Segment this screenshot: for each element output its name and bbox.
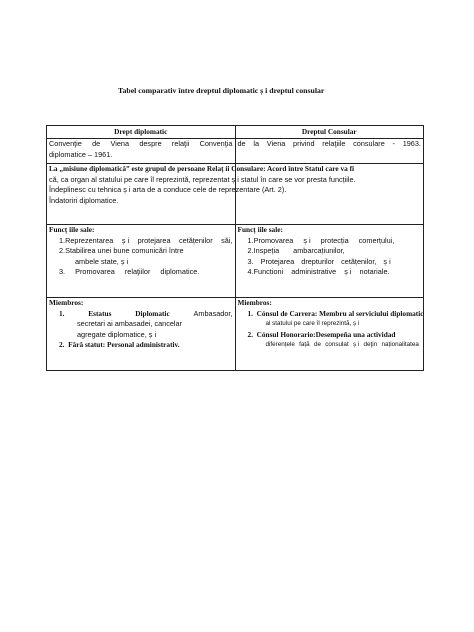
functii-left-item2: 2.Stabilirea unei bune comunicări între	[59, 246, 184, 256]
word: Protejarea	[260, 256, 295, 266]
word: cetățenilor,	[341, 256, 377, 266]
miembros-left-item1-line2: secretari ai ambasadei, cancelar	[77, 319, 183, 329]
word: 1.	[59, 308, 65, 318]
word: comerțului,	[358, 235, 395, 245]
word: la	[253, 139, 260, 148]
word: notariale.	[359, 267, 390, 277]
word: Diplomatic	[135, 308, 170, 318]
word: 1963.	[402, 139, 421, 148]
miembros-right-item2: 2. Cónsul Honorario:Desempeña una actividad	[247, 329, 396, 339]
word: Estatus	[88, 308, 112, 318]
convention-left-line2: diplomatice – 1961.	[49, 149, 113, 159]
miembros-right-item2-line2	[238, 340, 422, 351]
word: Convenţie	[49, 139, 82, 148]
functii-right-item2	[238, 246, 422, 257]
word: consulat	[325, 341, 349, 349]
convention-right-line1	[238, 139, 422, 150]
functii-left-heading: Funcț iile sale:	[49, 225, 95, 234]
table-row-misiune	[47, 164, 424, 225]
functii-right-heading: Funcț iile sale:	[237, 225, 283, 234]
word: de	[313, 341, 321, 349]
header-dreptul-consular: Dreptul Consular	[235, 126, 424, 139]
word: despre	[139, 139, 162, 148]
cell-convention-right	[235, 139, 424, 164]
word: de	[92, 139, 101, 148]
comparison-table	[46, 125, 424, 371]
word: -	[392, 139, 395, 148]
table-row-conventions	[47, 139, 424, 164]
word: ș i	[352, 341, 360, 349]
functii-right-item1	[238, 236, 422, 247]
cell-miembros-right	[235, 298, 424, 371]
miembros-right-heading: Miembros:	[237, 298, 272, 307]
word: față	[299, 341, 310, 349]
word: naționalitatea	[381, 341, 419, 349]
word: cetățenilor	[178, 235, 213, 245]
cell-functii-left	[47, 225, 236, 298]
convention-left-line1	[49, 139, 233, 150]
word: ș i	[121, 235, 130, 245]
table-row-functii	[47, 225, 424, 298]
word: protejarea	[137, 235, 171, 245]
word: consulare	[353, 139, 385, 148]
functii-right-item3	[238, 257, 422, 268]
functii-right-item4	[238, 267, 422, 278]
word: Viena	[110, 139, 130, 148]
misiune-line1: La „misiune diplomatică” este grupul de persoane Relaț ii Consulare: Acord între Statul care va fi	[49, 164, 355, 173]
miembros-left-item1	[49, 309, 233, 320]
word: ș i	[344, 267, 352, 277]
word: ambarcațiunilor,	[293, 246, 345, 256]
word: relaţiile	[322, 139, 346, 148]
word: 1.Reprezentarea	[59, 235, 114, 245]
word: drepturilor	[301, 256, 335, 266]
document-title: Tabel comparativ între dreptul diplomatic ș i dreptul consular	[118, 86, 325, 95]
table-header-row	[47, 126, 424, 139]
functii-left-item2-cont: ambele state, ș i	[75, 256, 129, 266]
word: Convenţia	[199, 139, 233, 148]
miembros-left-heading: Miembros:	[49, 298, 84, 307]
functii-left-item1	[49, 236, 233, 247]
word: de	[237, 139, 246, 148]
misiune-line3: Îndeplinesc cu tehnica ș i arta de a conduce cele de reprezentare (Art. 2).	[49, 185, 287, 195]
word: ș i	[303, 235, 311, 245]
misiune-line2: că, ca organ al statului pe care îl reprezintă, reprezentat ș i statul în care se vor presta funcțiile.	[49, 174, 356, 184]
cell-functii-right	[235, 225, 424, 298]
word: administrative	[291, 267, 337, 277]
word: relaţiilor	[124, 267, 151, 277]
word: diplomatice.	[160, 267, 200, 277]
word: protecția	[320, 235, 349, 245]
miembros-right-item1-line2: al statului pe care îl reprezintă, ș i	[265, 320, 360, 328]
header-drept-diplomatic: Drept diplomatic	[47, 126, 236, 139]
cell-convention-left	[47, 139, 236, 164]
table-row-miembros	[47, 298, 424, 371]
word: 4.Functioni	[247, 267, 284, 277]
miembros-left-item2: 2. Fără statut: Personal administrativ.	[59, 340, 180, 350]
word: Promovarea	[75, 267, 115, 277]
word: 3.	[247, 256, 254, 266]
word: privind	[293, 139, 315, 148]
word: ș i	[383, 256, 391, 266]
word: diferențele	[265, 341, 295, 349]
word: deţin	[363, 341, 378, 349]
word: 3.	[59, 267, 66, 277]
cell-misiune	[47, 164, 424, 225]
word: 2.Inspeția	[247, 246, 280, 256]
word: Ambasador,	[193, 308, 233, 318]
cell-miembros-left	[47, 298, 236, 371]
functii-left-item3	[49, 267, 233, 278]
word: săi,	[221, 235, 233, 245]
misiune-line4: Îndatoriri diplomatice.	[49, 195, 119, 205]
miembros-left-item1-line3: agregate diplomatice, ș i	[77, 329, 157, 339]
word: relaţii	[171, 139, 190, 148]
word: 1.Promovarea	[247, 235, 294, 245]
word: Viena	[266, 139, 286, 148]
miembros-right-item1: 1. Cónsul de Carrera: Membru al serviciului diplomatic	[247, 308, 424, 318]
